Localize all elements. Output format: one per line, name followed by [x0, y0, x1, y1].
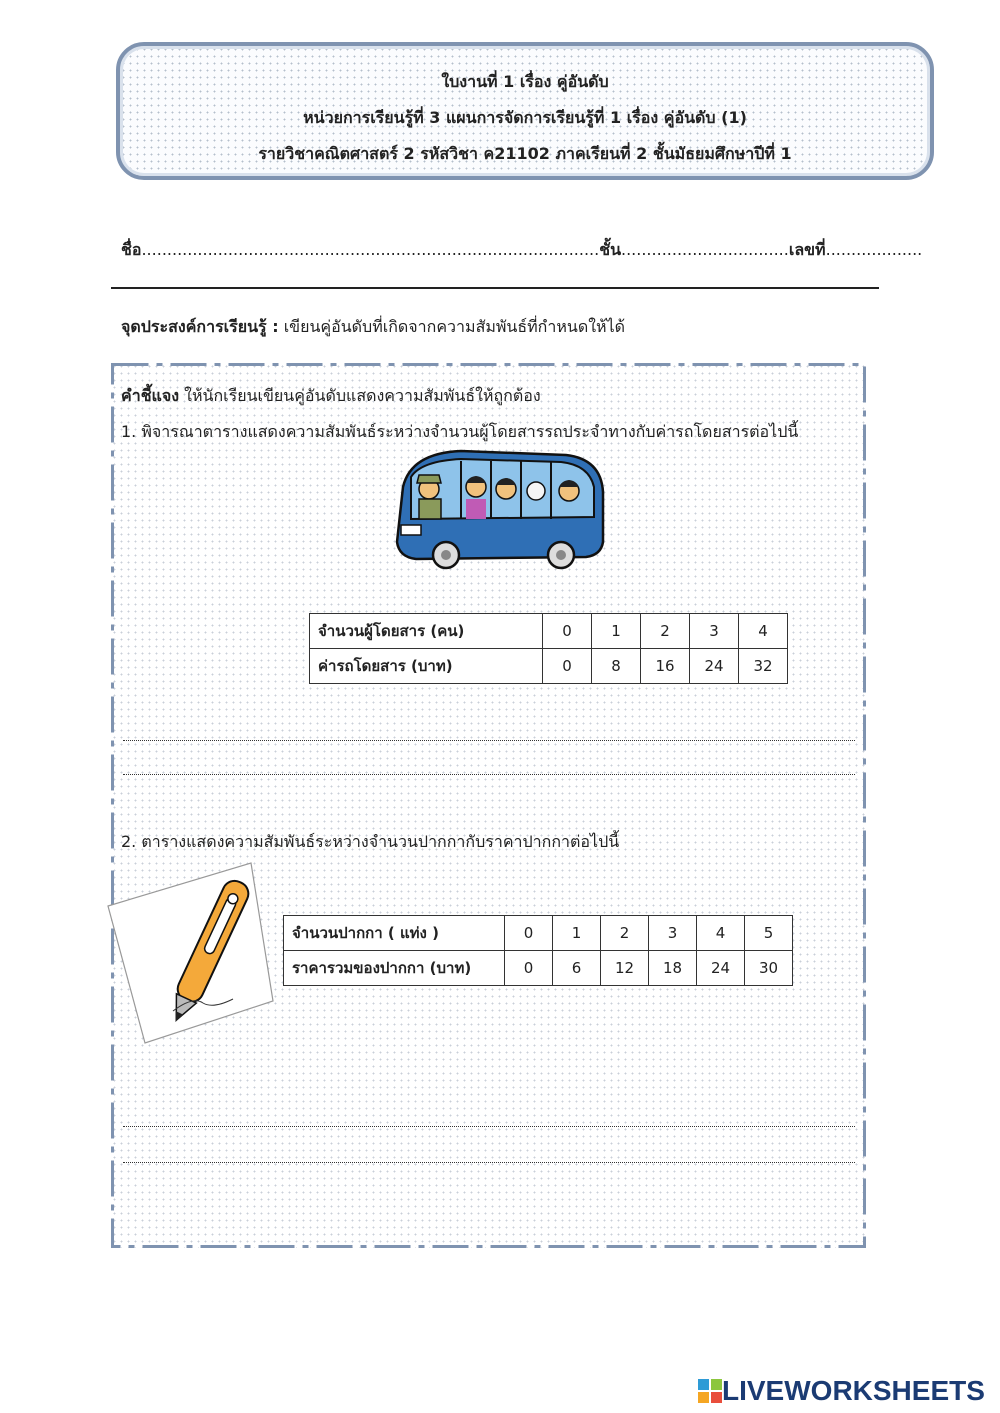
instructions — [121, 384, 541, 409]
table-cell: 1 — [592, 614, 641, 649]
table-cell: 18 — [649, 951, 697, 986]
answer-line-1a[interactable] — [123, 740, 855, 741]
liveworksheets-logo — [698, 1375, 985, 1407]
price-header: ราคารวมของปากกา (บาท) — [284, 951, 505, 986]
table-cell: 0 — [505, 916, 553, 951]
brand-name: LIVEWORKSHEETS — [722, 1375, 985, 1406]
bus-illustration — [391, 447, 606, 577]
passenger-fare-table — [309, 613, 788, 684]
instructions-label: คำชี้แจง — [121, 386, 180, 405]
fare-header: ค่ารถโดยสาร (บาท) — [310, 649, 543, 684]
instructions-text: ให้นักเรียนเขียนคู่อันดับแสดงความสัมพันธ์ให้ถูกต้อง — [184, 386, 541, 405]
worksheet-header — [116, 42, 934, 180]
table-row — [310, 614, 788, 649]
student-info-line: ชื่อ..........................................................................................ชั้น.................................เลขที่................... — [121, 240, 923, 259]
passengers-header: จำนวนผู้โดยสาร (คน) — [310, 614, 543, 649]
table-cell: 16 — [641, 649, 690, 684]
worksheet-title: ใบงานที่ 1 เรื่อง คู่อันดับ — [441, 72, 609, 91]
pen-price-table — [283, 915, 793, 986]
name-label: ชื่อ — [121, 240, 142, 259]
table-cell: 4 — [697, 916, 745, 951]
liveworksheets-logo-icon — [698, 1379, 722, 1403]
number-label: เลขที่ — [788, 240, 826, 259]
table-cell: 0 — [543, 649, 592, 684]
table-row — [310, 649, 788, 684]
table-cell: 2 — [601, 916, 649, 951]
table-cell: 3 — [649, 916, 697, 951]
objective-text: เขียนคู่อันดับที่เกิดจากความสัมพันธ์ที่กำหนดให้ได้ — [283, 317, 626, 336]
table-cell: 8 — [592, 649, 641, 684]
table-cell: 24 — [690, 649, 739, 684]
table-cell: 5 — [745, 916, 793, 951]
class-label: ชั้น — [599, 240, 621, 259]
table-cell: 12 — [601, 951, 649, 986]
table-cell: 3 — [690, 614, 739, 649]
table-row — [284, 916, 793, 951]
question-1-text: 1. พิจารณาตารางแสดงความสัมพันธ์ระหว่างจำนวนผู้โดยสารรถประจำทางกับค่ารถโดยสารต่อไปนี้ — [121, 422, 799, 441]
table-cell: 4 — [739, 614, 788, 649]
table-cell: 0 — [505, 951, 553, 986]
lesson-plan-line: หน่วยการเรียนรู้ที่ 3 แผนการจัดการเรียนรู้ที่ 1 เรื่อง คู่อันดับ (1) — [303, 108, 747, 127]
answer-line-1b[interactable] — [123, 774, 855, 775]
divider-rule — [111, 287, 879, 289]
learning-objective — [121, 315, 625, 340]
table-row — [284, 951, 793, 986]
table-cell: 1 — [553, 916, 601, 951]
course-line: รายวิชาคณิตศาสตร์ 2 รหัสวิชา ค21102 ภาคเรียนที่ 2 ชั้นมัธยมศึกษาปีที่ 1 — [258, 144, 792, 163]
pens-header: จำนวนปากกา ( แท่ง ) — [284, 916, 505, 951]
table-cell: 2 — [641, 614, 690, 649]
exercise-area — [111, 363, 866, 1248]
answer-line-2a[interactable] — [123, 1126, 855, 1127]
pen-illustration — [103, 861, 278, 1049]
table-cell: 6 — [553, 951, 601, 986]
table-cell: 30 — [745, 951, 793, 986]
table-cell: 24 — [697, 951, 745, 986]
answer-line-2b[interactable] — [123, 1162, 855, 1163]
question-2-text: 2. ตารางแสดงความสัมพันธ์ระหว่างจำนวนปากกากับราคาปากกาต่อไปนี้ — [121, 832, 620, 851]
objective-label: จุดประสงค์การเรียนรู้ : — [121, 317, 279, 336]
table-cell: 0 — [543, 614, 592, 649]
table-cell: 32 — [739, 649, 788, 684]
